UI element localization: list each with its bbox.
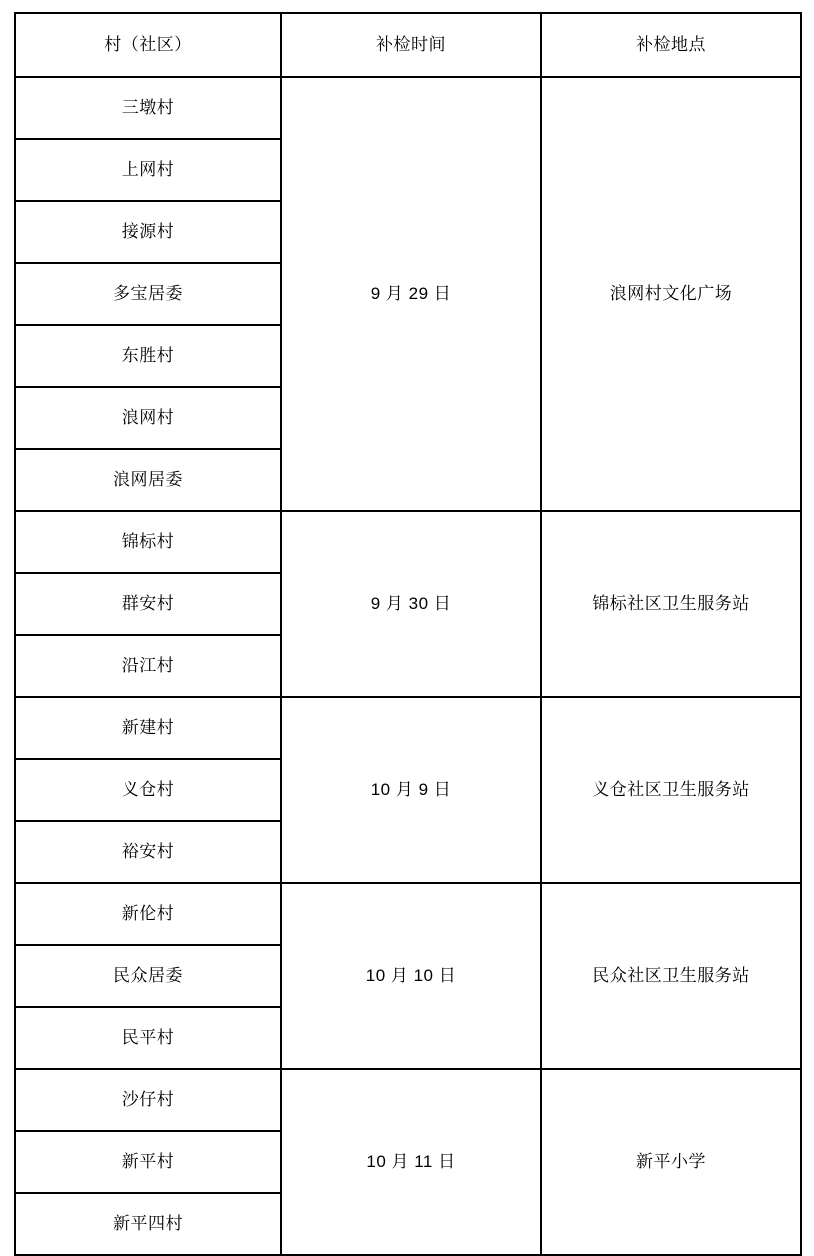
village-cell: 新平四村 — [15, 1193, 281, 1255]
table-row — [15, 697, 801, 759]
table-row — [15, 77, 801, 139]
village-cell: 锦标村 — [15, 511, 281, 573]
column-header-place: 补检地点 — [541, 13, 801, 77]
village-cell: 接源村 — [15, 201, 281, 263]
village-cell: 多宝居委 — [15, 263, 281, 325]
time-cell: 10 月 10 日 — [281, 883, 541, 1069]
village-cell: 沿江村 — [15, 635, 281, 697]
village-cell: 新伦村 — [15, 883, 281, 945]
village-cell: 沙仔村 — [15, 1069, 281, 1131]
table-row — [15, 511, 801, 573]
village-cell: 群安村 — [15, 573, 281, 635]
time-cell: 9 月 30 日 — [281, 511, 541, 697]
time-cell: 10 月 9 日 — [281, 697, 541, 883]
village-cell: 东胜村 — [15, 325, 281, 387]
supplementary-exam-schedule-table — [14, 12, 802, 1256]
table-header-row — [15, 13, 801, 77]
place-cell: 锦标社区卫生服务站 — [541, 511, 801, 697]
table-header — [15, 13, 801, 77]
table-row — [15, 1069, 801, 1131]
column-header-village: 村（社区） — [15, 13, 281, 77]
village-cell: 民平村 — [15, 1007, 281, 1069]
village-cell: 上网村 — [15, 139, 281, 201]
village-cell: 民众居委 — [15, 945, 281, 1007]
column-header-time: 补检时间 — [281, 13, 541, 77]
place-cell: 民众社区卫生服务站 — [541, 883, 801, 1069]
place-cell: 新平小学 — [541, 1069, 801, 1255]
table-body — [15, 77, 801, 1255]
time-cell: 9 月 29 日 — [281, 77, 541, 511]
village-cell: 新平村 — [15, 1131, 281, 1193]
place-cell: 义仓社区卫生服务站 — [541, 697, 801, 883]
time-cell: 10 月 11 日 — [281, 1069, 541, 1255]
village-cell: 三墩村 — [15, 77, 281, 139]
village-cell: 裕安村 — [15, 821, 281, 883]
table-row — [15, 883, 801, 945]
village-cell: 浪网居委 — [15, 449, 281, 511]
village-cell: 浪网村 — [15, 387, 281, 449]
village-cell: 新建村 — [15, 697, 281, 759]
village-cell: 义仓村 — [15, 759, 281, 821]
place-cell: 浪网村文化广场 — [541, 77, 801, 511]
